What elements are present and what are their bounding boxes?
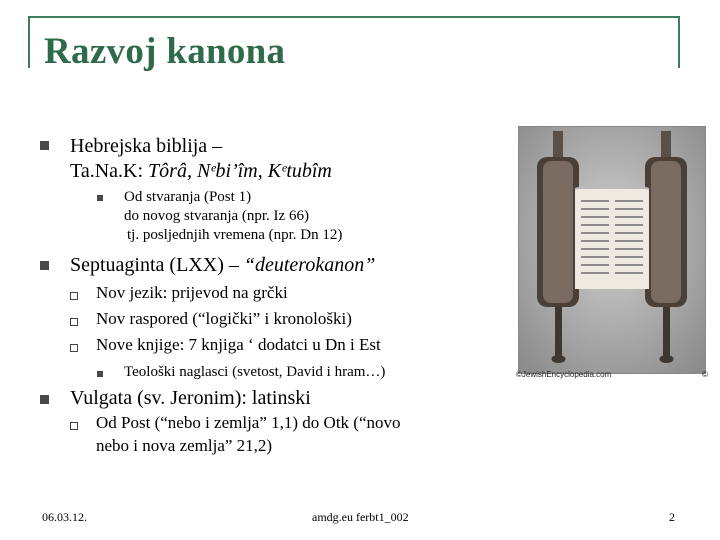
lxx-item-order: Nov raspored (“logički” i kronološki)	[96, 309, 352, 328]
torah-scroll-drawing	[519, 127, 705, 373]
tanak-books: Tôrâ, Nᵉbi’îm, Kᵉtubîm	[148, 160, 332, 182]
image-caption-fragment: ©	[702, 370, 708, 379]
small-square-bullet	[97, 371, 103, 377]
tanak-label	[70, 160, 332, 182]
sub-creation-line3: tj. posljednjih vremena (npr. Dn 12)	[127, 227, 343, 243]
deuterokanon-term: “deuterokanon”	[243, 254, 376, 276]
vulgate-item-line1: Od Post (“nebo i zemlja” 1,1) do Otk (“novo	[96, 413, 401, 432]
hollow-square-bullet	[70, 344, 78, 352]
page-number: 2	[669, 510, 675, 524]
square-bullet	[40, 261, 49, 270]
image-caption: ©JewishEncyclopedia.com	[516, 370, 612, 379]
sub-creation-line1: Od stvaranja (Post 1)	[124, 189, 252, 205]
frame-left-line	[28, 16, 30, 68]
frame-top-line	[28, 16, 680, 18]
slide-title: Razvoj kanona	[44, 31, 286, 72]
hollow-square-bullet	[70, 318, 78, 326]
torah-scroll-image	[518, 126, 706, 374]
bullet-hebrew-bible: Hebrejska biblija –	[70, 135, 223, 157]
bullet-hebrew-bible-line2	[70, 159, 332, 183]
small-square-bullet	[97, 195, 103, 201]
sub-creation-line2: do novog stvaranja (npr. Iz 66)	[124, 208, 309, 224]
bullet-vulgate: Vulgata (sv. Jeronim): latinski	[70, 387, 311, 409]
frame-right-line	[678, 16, 680, 68]
tanak-prefix: Ta.Na.K:	[70, 160, 149, 182]
bullet-septuagint	[70, 253, 375, 277]
vulgate-item-line2: nebo i nova zemlja” 21,2)	[96, 436, 273, 455]
footer-center: amdg.eu ferbt1_002	[312, 510, 409, 524]
lxx-item-language: Nov jezik: prijevod na grčki	[96, 283, 288, 302]
hollow-square-bullet	[70, 422, 78, 430]
hollow-square-bullet	[70, 292, 78, 300]
square-bullet	[40, 141, 49, 150]
lxx-item-books: Nove knjige: 7 knjiga ‘ dodatci u Dn i Est	[96, 335, 381, 354]
lxx-theology: Teološki naglasci (svetost, David i hram…)	[124, 364, 386, 380]
footer-date: 06.03.12.	[42, 510, 87, 524]
square-bullet	[40, 395, 49, 404]
septuagint-prefix: Septuaginta (LXX) –	[70, 254, 244, 276]
